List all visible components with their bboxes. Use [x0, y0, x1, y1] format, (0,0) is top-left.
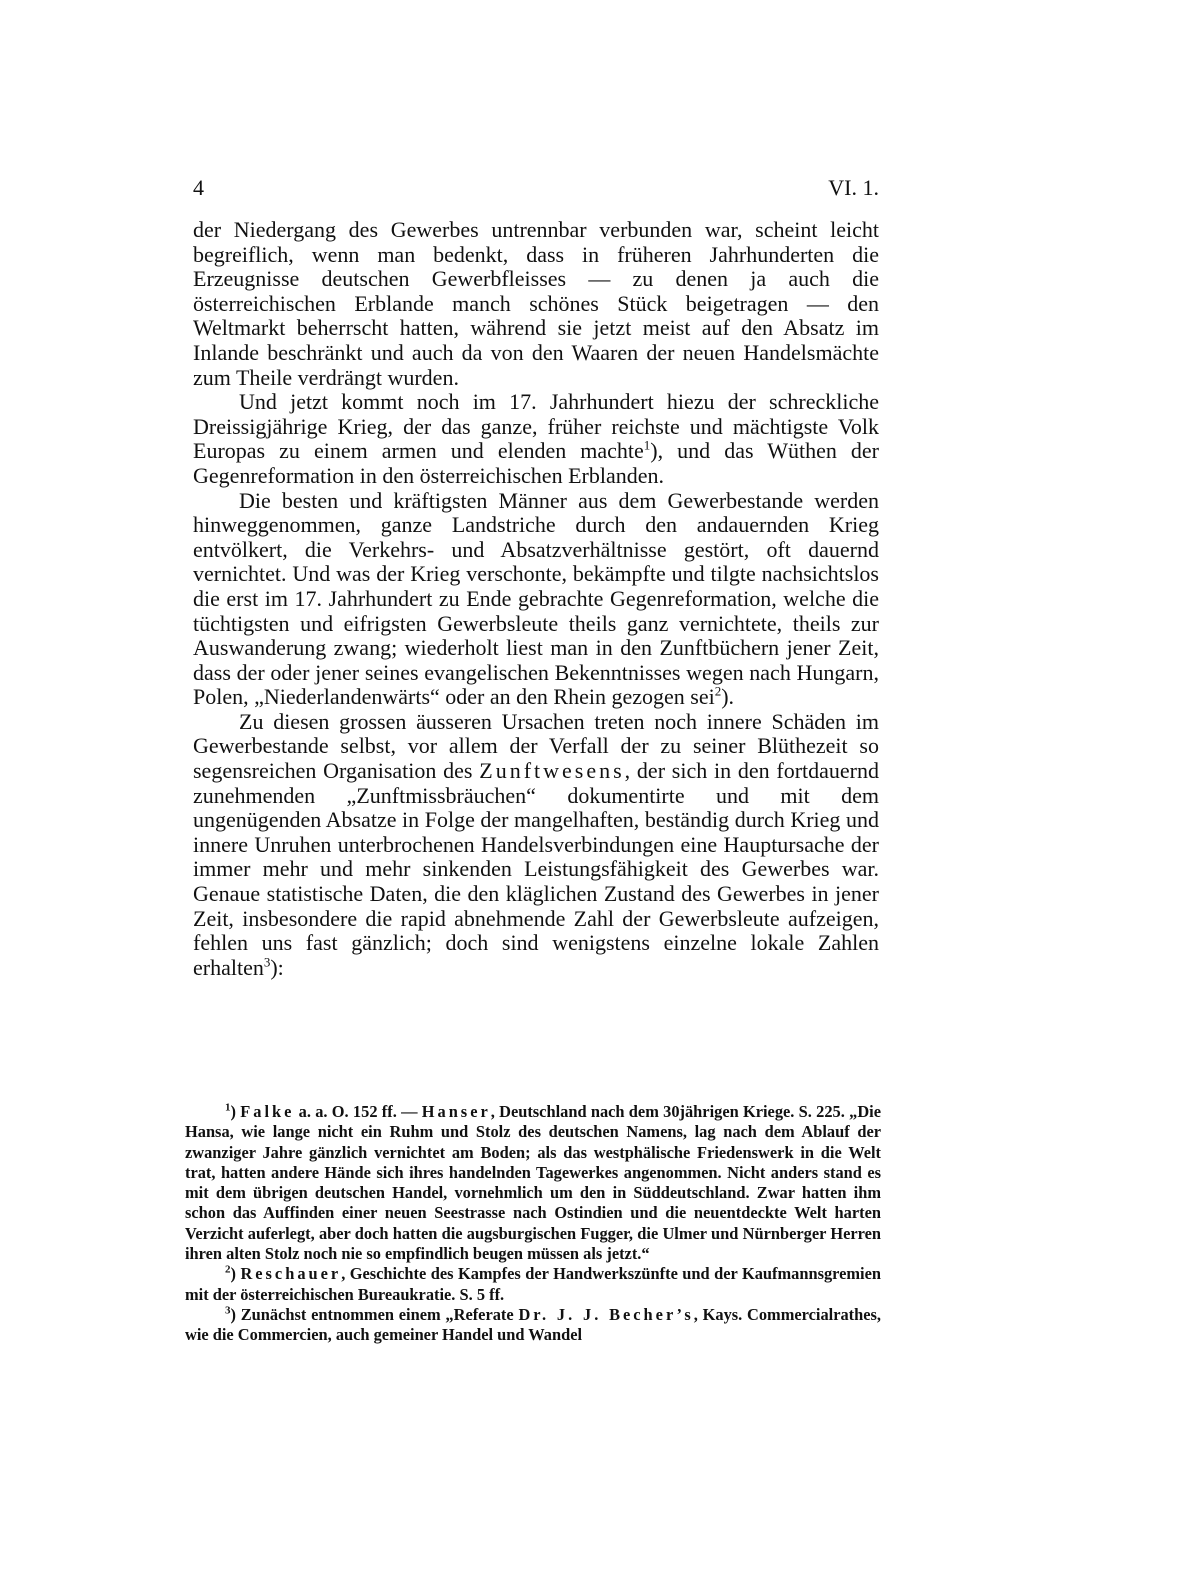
paragraph-2: Und jetzt kommt noch im 17. Jahrhundert hiezu der schreckliche Dreissigjährige Krieg, der das ganze, früher reichste und mächtigste Volk Europas zu einem armen und elenden machte$^1$), und das Wüthen der Gegenreformation in den österreichischen Erblanden.: [193, 389, 879, 488]
paragraph-1: der Niedergang des Gewerbes untrennbar verbunden war, scheint leicht begreiflich, wenn man bedenkt, dass in früheren Jahrhunderten die Erzeugnisse deutschen Gewerbfleisses — zu denen ja auch die österreichischen Erblande manch schönes Stück beigetragen — den Weltmarkt beherrscht hatten, während sie jetzt meist auf den Absatz im Inlande beschränkt und auch da von den Waaren der neuen Handelsmächte zum Theile verdrängt wurden.: [193, 217, 879, 390]
footnote-ref-1: 1: [643, 438, 651, 454]
page-number: 4: [193, 175, 204, 200]
footnote-ref-2: 2: [714, 683, 722, 699]
paragraph-4: Zu diesen grossen äusseren Ursachen treten noch innere Schäden im Gewerbestande selbst, vor allem der Verfall der zu seiner Blüthezeit so segensreichen Organisation des Zunftwesens, der sich in den fortdauernd zunehmenden „Zunftmissbräuchen“ dokumentirte und mit dem ungenügenden Absatze in Folge der mangelhaften, beständig durch Krieg und innere Unruhen unterbrochenen Handelsverbindungen eine Hauptursache der immer mehr und mehr sinkenden Leistungsfähigkeit des Gewerbes war. Genaue statistische Daten, die den kläglichen Zustand des Gewerbes in jener Zeit, insbesondere die rapid abnehmende Zahl der Gewerbsleute aufzeigen, fehlen uns fast gänzlich; doch sind wenigstens einzelne lokale Zahlen erhalten$^3$):: [193, 708, 879, 980]
paragraph-3: Die besten und kräftigsten Männer aus dem Gewerbestande werden hinweggenommen, ganze Landstriche durch den andauernden Krieg entvölkert, die Verkehrs- und Absatzverhältnisse gestört, oft dauernd vernichtet. Und was der Krieg verschonte, bekämpfte und tilgte nachsichtslos die erst im 17. Jahrhundert zu Ende gebrachte Gegenreformation, welche die tüchtigsten und eifrigsten Gewerbsleute theils ganz vernichtete, theils zur Auswanderung zwang; wiederholt liest man in den Zunftbüchern jener Zeit, dass der oder jener seines evangelischen Bekenntnisses wegen nach Hungarn, Polen, „Niederlandenwärts“ oder an den Rhein gezogen sei$^2$).: [193, 487, 879, 710]
emphasized-term: Zunftwesens: [479, 758, 625, 784]
footnote-2: $^2$) Reschauer, Geschichte des Kampfes der Handwerkszünfte und der Kaufmannsgremien mit der österreichischen Bureaukratie. S. 5 ff.: [185, 1263, 881, 1304]
page-header: [193, 172, 879, 204]
section-number: VI. 1.: [828, 175, 879, 200]
body-text: [193, 218, 879, 980]
footnote-1: $^1$) Falke a. a. O. 152 ff. — Hanser, Deutschland nach dem 30jährigen Kriege. S. 225. „Die Hansa, wie lange nicht ein Ruhm und Stolz des deutschen Namens, lag nach dem Ablauf der zwanziger Jahre gänzlich vernichtet am Boden; als das westphälische Friedenswerk in die Welt trat, hatten andere Hände sich ihres handelnden Tagewerkes angenommen. Nicht anders stand es mit dem übrigen deutschen Handel, vornehmlich um den in Süddeutschland. Zwar hatten ihm schon das Auffinden einer neuen Seestrasse nach Ostindien und die neuentdeckte Welt harten Verzicht auferlegt, aber doch hatten die augsburgischen Fugger, die Ulmer und Nürnberger Herren ihren alten Stolz noch nie so empfindlich beugen müssen als jetzt.“: [185, 1101, 881, 1264]
footnote-ref-3: 3: [263, 954, 271, 970]
footnote-3: $^3$) Zunächst entnommen einem „Referate Dr. J. J. Becher’s, Kays. Commercialrathes, wie die Commercien, auch gemeiner Handel und Wandel: [185, 1304, 881, 1345]
footnotes: [185, 1102, 881, 1346]
